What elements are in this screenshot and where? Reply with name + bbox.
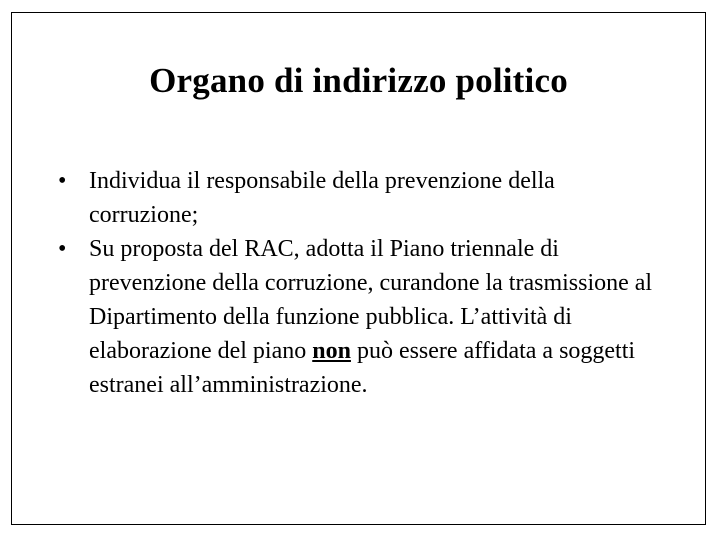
slide — [11, 12, 706, 525]
slide-title: Organo di indirizzo politico — [149, 61, 568, 100]
emphasized-word: non — [312, 338, 351, 364]
bullet-item — [58, 164, 658, 232]
bullet-icon: • — [58, 168, 67, 194]
bullet-text: Individua il responsabile della prevenzione della corruzione; — [89, 168, 555, 228]
bullet-item — [58, 232, 658, 402]
bullet-icon: • — [58, 236, 67, 262]
bullet-list — [58, 164, 658, 402]
bullet-text-after: può essere affidata a soggetti estranei all’amministrazione. — [89, 338, 636, 398]
bullet-text — [89, 236, 652, 398]
bullet-text-before: Su proposta del RAC, adotta il Piano triennale di prevenzione della corruzione, curandone la trasmissione al Dipartimento della funzione pubblica. L’attività di elaborazione del piano — [89, 236, 653, 364]
